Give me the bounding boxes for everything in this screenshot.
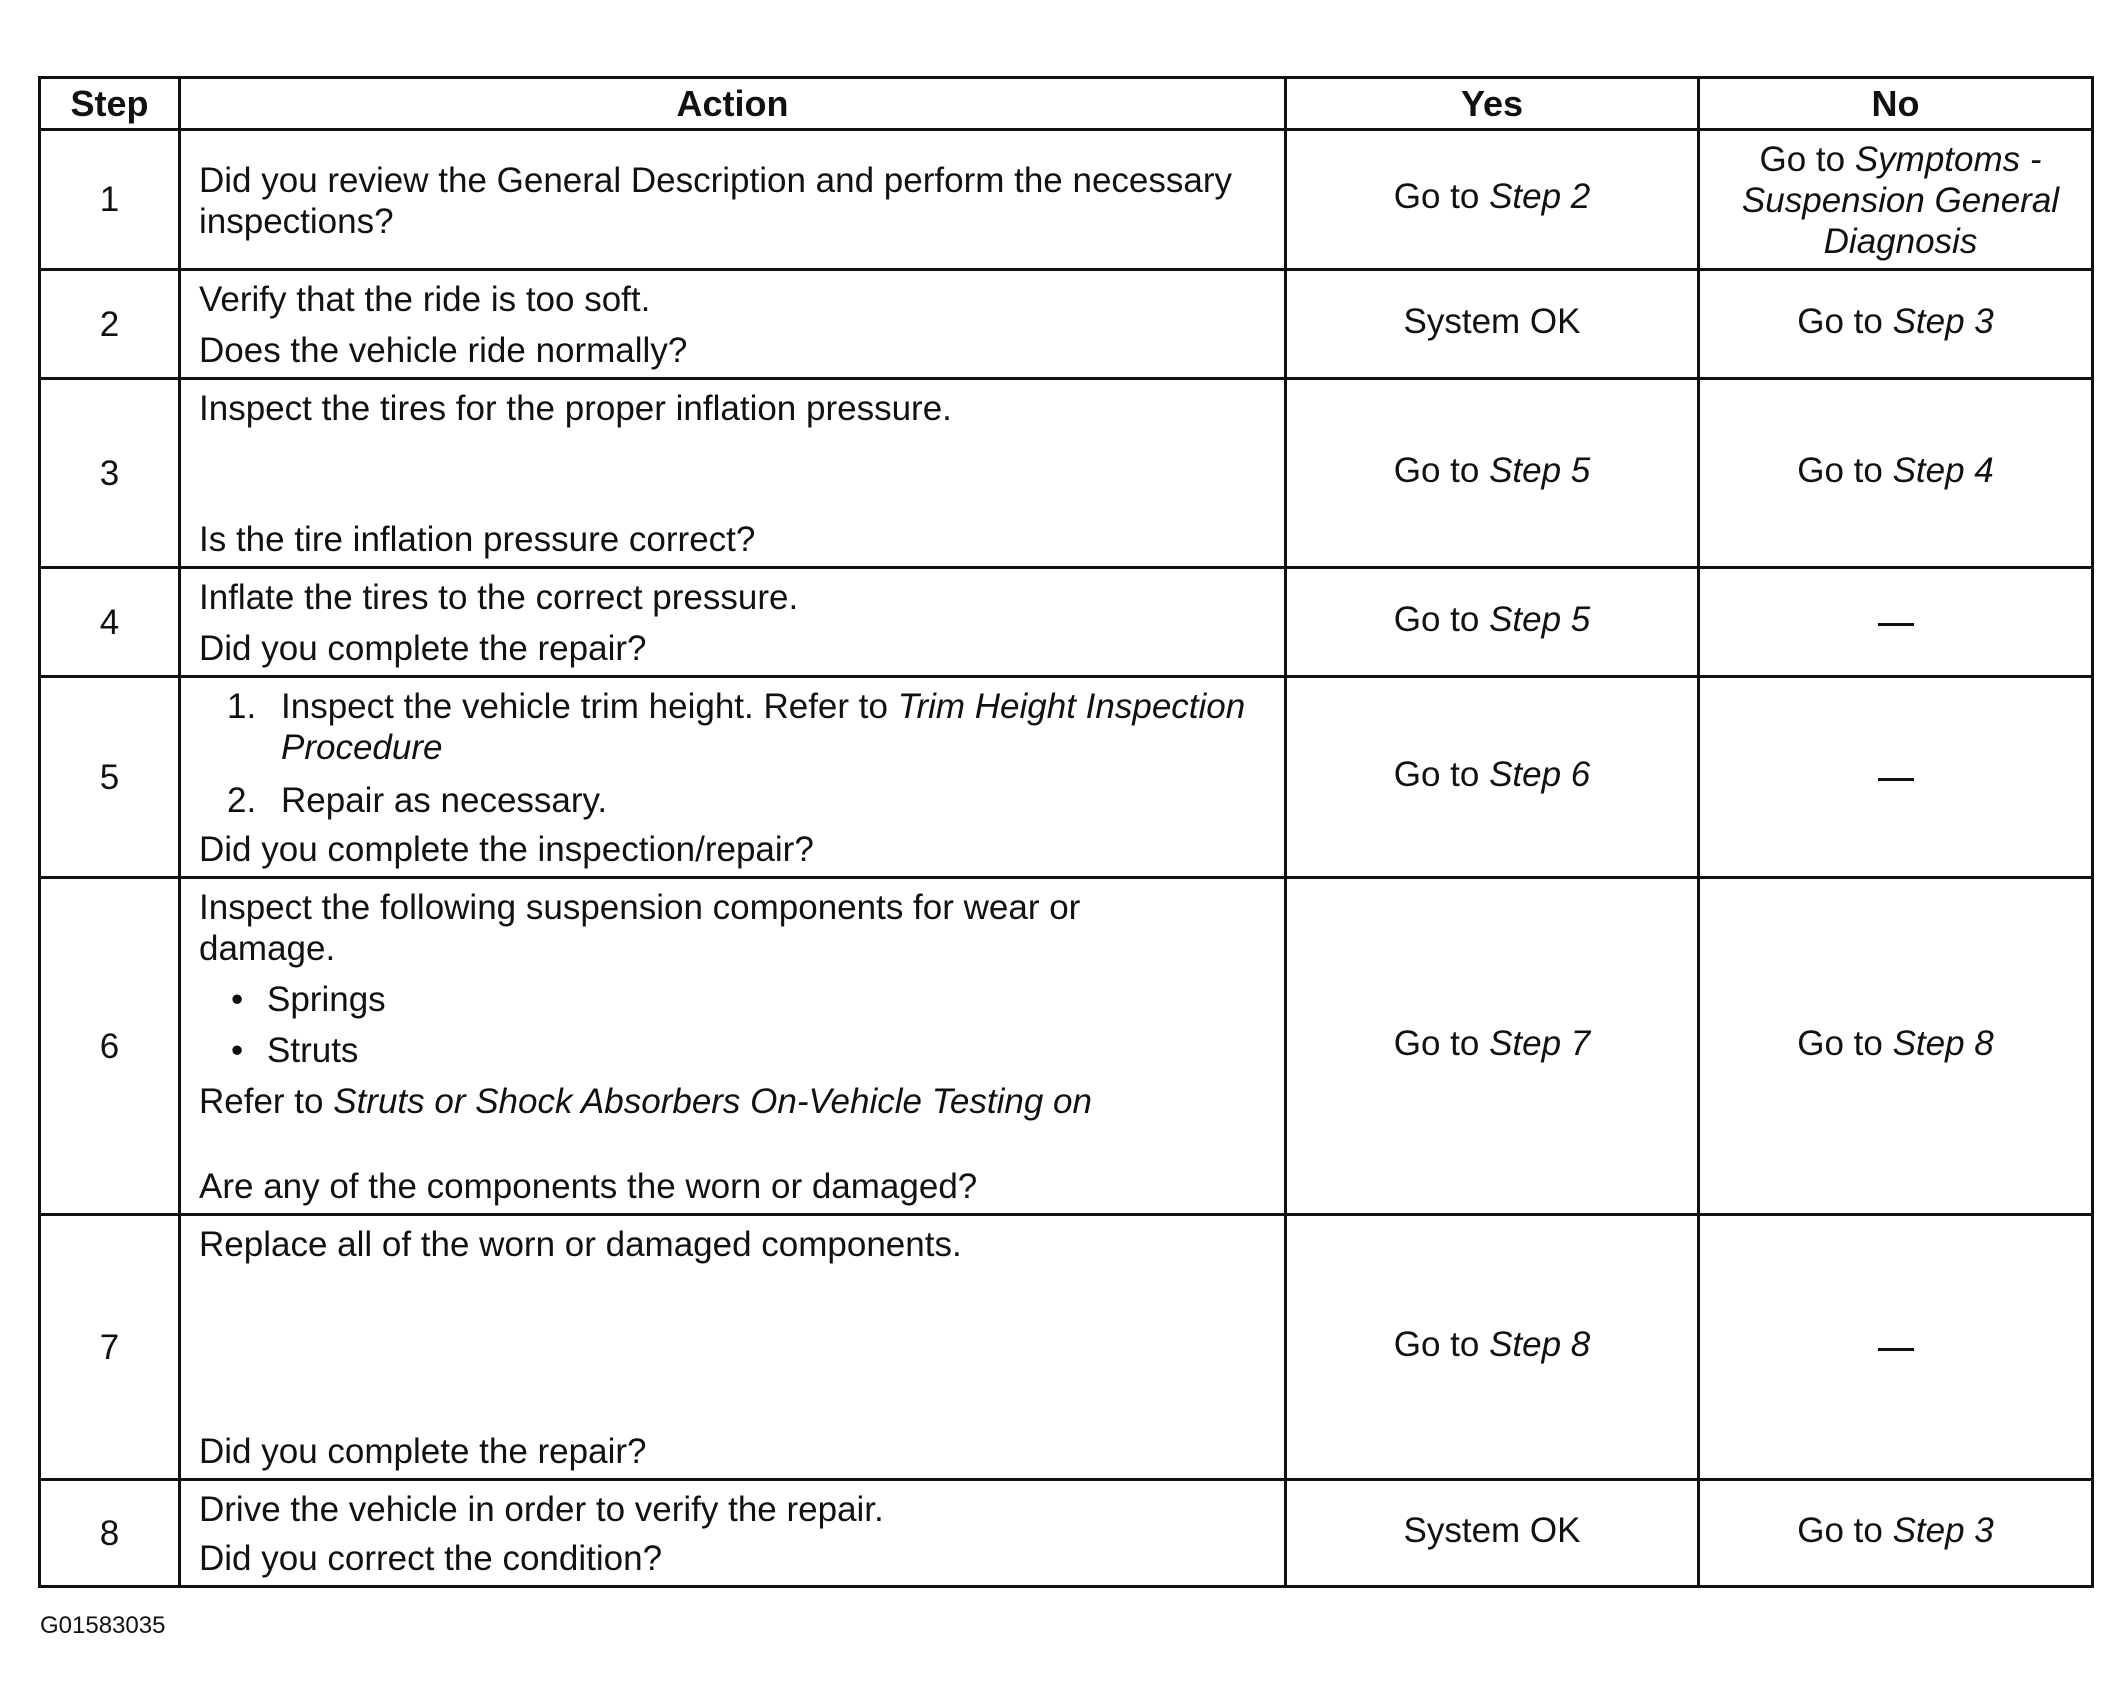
action-cell [180,677,1286,878]
no-prefix: Go to [1797,301,1893,341]
refer-line [199,1081,1270,1122]
action-question: Did you complete the inspection/repair? [199,830,814,869]
bullet-text: Struts [267,1031,359,1070]
action-cell [180,270,1286,379]
table-row [40,677,2093,878]
action-cell [180,130,1286,270]
table-row [40,130,2093,270]
list-number: 2. [227,781,257,820]
step-number: 2 [40,270,180,379]
yes-cell: System OK [1286,270,1699,379]
yes-prefix: Go to [1393,450,1490,490]
action-cell [180,1480,1286,1587]
action-question: Does the vehicle ride normally? [199,331,688,370]
yes-prefix: Go to [1393,177,1490,216]
yes-cell [1286,379,1699,568]
action-question: Is the tire inflation pressure correct? [199,520,756,559]
action-cell [180,1215,1286,1480]
bullet-item: • Springs [231,980,386,1019]
header-yes: Yes [1286,78,1699,130]
no-cell [1699,878,2093,1215]
procedure-link[interactable]: Trim Height Inspection Procedure [281,687,1246,767]
no-prefix: Go to [1797,450,1893,490]
table-row [40,270,2093,379]
no-dash [1878,778,1914,781]
yes-link[interactable]: Step 5 [1489,599,1591,639]
no-link[interactable]: Step 3 [1892,1510,1994,1550]
yes-link[interactable]: Step 2 [1489,177,1591,216]
table-row [40,568,2093,677]
no-cell [1699,1480,2093,1587]
action-text: Verify that the ride is too soft. [199,280,651,319]
no-cell [1699,1215,2093,1480]
header-no: No [1699,78,2093,130]
action-cell [180,379,1286,568]
no-cell [1699,568,2093,677]
yes-prefix: Go to [1393,1324,1490,1364]
action-text: Drive the vehicle in order to verify the repair. [199,1490,884,1529]
yes-cell [1286,568,1699,677]
step-number: 8 [40,1480,180,1587]
action-question: Did you correct the condition? [199,1539,663,1578]
action-text: Replace all of the worn or damaged components. [199,1225,962,1264]
action-cell [180,878,1286,1215]
step-number: 6 [40,878,180,1215]
yes-cell [1286,130,1699,270]
action-question: Did you complete the repair? [199,1432,647,1471]
no-cell [1699,270,2093,379]
header-action: Action [180,78,1286,130]
no-cell [1699,130,2093,270]
step-number: 7 [40,1215,180,1480]
no-dash [1878,1348,1914,1351]
yes-link[interactable]: Step 7 [1489,1023,1591,1063]
yes-link[interactable]: Step 5 [1489,450,1591,490]
no-dash [1878,623,1914,626]
table-row [40,878,2093,1215]
bullet-item: • Struts [231,1031,359,1070]
yes-cell [1286,878,1699,1215]
no-cell [1699,379,2093,568]
yes-link[interactable]: Step 6 [1489,754,1591,794]
no-link[interactable]: Step 4 [1892,450,1994,490]
yes-link[interactable]: Step 8 [1489,1324,1591,1364]
no-prefix: Go to [1759,140,1855,179]
no-link[interactable]: Step 3 [1892,301,1994,341]
list-text: Inspect the vehicle trim height. Refer to [281,687,898,726]
action-question: Did you complete the repair? [199,629,647,668]
step-number: 5 [40,677,180,878]
list-item [199,686,1270,768]
step-number: 1 [40,130,180,270]
header-row [40,78,2093,130]
action-text: Did you review the General Description and perform the necessary inspections? [199,160,1232,241]
no-cell [1699,677,2093,878]
list-text: Repair as necessary. [281,781,608,820]
step-number: 3 [40,379,180,568]
yes-prefix: Go to [1393,1023,1490,1063]
list-item [199,780,1270,821]
list-number: 1. [227,687,257,726]
yes-prefix: Go to [1393,754,1490,794]
no-link[interactable]: Symptoms - Suspension General Diagnosis [1741,140,2060,261]
refer-prefix: Refer to [199,1082,334,1121]
action-question: Are any of the components the worn or damaged? [199,1167,978,1206]
figure-id: G01583035 [40,1612,166,1639]
action-text: Inflate the tires to the correct pressure. [199,578,799,617]
yes-prefix: Go to [1393,599,1490,639]
table-row [40,1215,2093,1480]
yes-cell [1286,1215,1699,1480]
action-text: Inspect the following suspension components for wear or damage. [199,888,1081,968]
header-step: Step [40,78,180,130]
diagnostic-table [38,76,2094,1588]
yes-cell [1286,677,1699,878]
refer-link[interactable]: Struts or Shock Absorbers On-Vehicle Testing on [333,1082,1092,1121]
yes-cell: System OK [1286,1480,1699,1587]
bullet-text: Springs [267,980,386,1019]
action-text: Inspect the tires for the proper inflation pressure. [199,389,952,428]
table-row [40,1480,2093,1587]
no-prefix: Go to [1797,1023,1893,1063]
step-number: 4 [40,568,180,677]
no-link[interactable]: Step 8 [1892,1023,1994,1063]
table-row [40,379,2093,568]
action-cell [180,568,1286,677]
no-prefix: Go to [1797,1510,1893,1550]
